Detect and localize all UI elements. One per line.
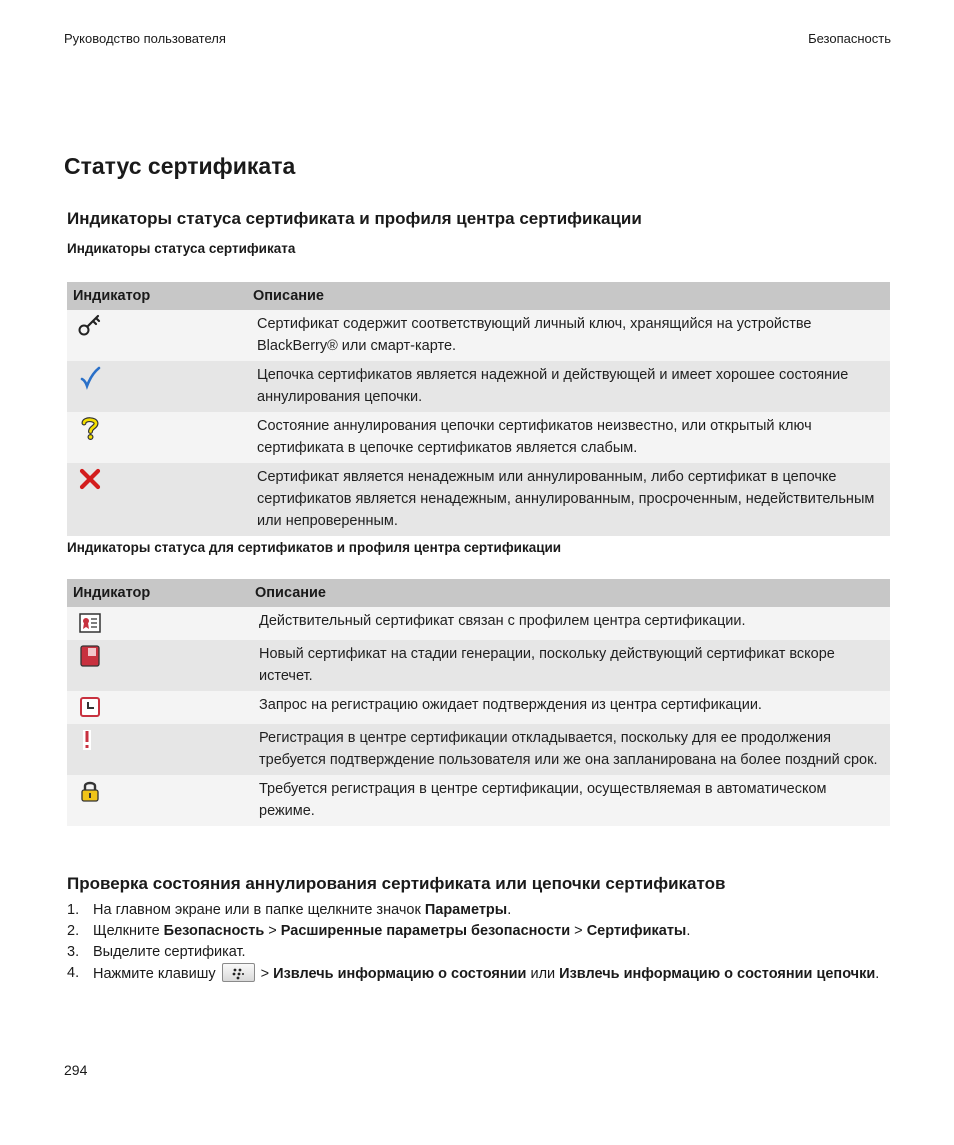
- list-item: 2. Щелкните Безопасность > Расширенные параметры безопасности > Сертификаты.: [67, 923, 691, 939]
- table1-caption: Индикаторы статуса сертификата: [67, 241, 296, 256]
- table-row: [67, 412, 890, 463]
- table1-desc: Сертификат содержит соответствующий личный ключ, хранящийся на устройстве BlackBerry® или смарт-карте.: [247, 310, 890, 361]
- certificate-status-table: [67, 282, 890, 536]
- table2-caption: Индикаторы статуса для сертификатов и профиля центра сертификации: [67, 540, 562, 555]
- section-heading-revocation-check: Проверка состояния аннулирования сертификата или цепочки сертификатов: [67, 874, 726, 893]
- running-header-right: Безопасность: [808, 31, 891, 46]
- table1-desc: Сертификат является ненадежным или аннулированным, либо сертификат в цепочке сертификатов является ненадежным, аннулированным, просроченным, недействительным или непроверенным.: [247, 463, 890, 536]
- running-header-left: Руководство пользователя: [64, 31, 226, 46]
- section-heading-indicators: Индикаторы статуса сертификата и профиля центра сертификации: [67, 209, 642, 228]
- table-row: [67, 775, 890, 826]
- table-row: [67, 640, 890, 691]
- steps-list: [67, 900, 890, 985]
- checkmark-icon: [77, 364, 103, 390]
- table2-desc: Регистрация в центре сертификации откладывается, поскольку для ее продолжения требуется подтверждение пользователя или же она запланирована на более поздний срок.: [249, 724, 890, 775]
- page-title: Статус сертификата: [64, 153, 296, 179]
- table2-header-description: Описание: [249, 579, 890, 607]
- table-row: [67, 724, 890, 775]
- table-row: [67, 310, 890, 361]
- table-row: [67, 691, 890, 724]
- table1-desc: Состояние аннулирования цепочки сертификатов неизвестно, или открытый ключ сертификата в цепочке сертификатов является слабым.: [247, 412, 890, 463]
- table1-desc: Цепочка сертификатов является надежной и действующей и имеет хорошее состояние аннулирования цепочки.: [247, 361, 890, 412]
- table1-header-indicator: Индикатор: [67, 282, 247, 310]
- certificate-card-icon: [77, 610, 103, 636]
- menu-key-icon: [222, 963, 255, 982]
- table2-desc: Новый сертификат на стадии генерации, поскольку действующий сертификат вскоре истечет.: [249, 640, 890, 691]
- exclamation-icon: [77, 727, 103, 753]
- lock-icon: [77, 778, 103, 804]
- table2-header-indicator: Индикатор: [67, 579, 249, 607]
- red-x-icon: [77, 466, 103, 492]
- new-certificate-icon: [77, 643, 103, 669]
- table-row: [67, 361, 890, 412]
- table-row: [67, 463, 890, 536]
- clock-pending-icon: [77, 694, 103, 720]
- page-number: 294: [64, 1062, 88, 1078]
- table2-desc: Требуется регистрация в центре сертификации, осуществляемая в автоматическом режиме.: [249, 775, 890, 826]
- question-mark-icon: [77, 415, 103, 441]
- table1-header-description: Описание: [247, 282, 890, 310]
- key-icon: [77, 313, 103, 339]
- list-item: 4. Нажмите клавишу > Извлечь информацию о состоянии или Извлечь информацию о состоянии цепочки.: [67, 965, 880, 982]
- table2-desc: Запрос на регистрацию ожидает подтверждения из центра сертификации.: [249, 691, 890, 724]
- ca-profile-status-table: [67, 579, 890, 826]
- table-row: [67, 607, 890, 640]
- table2-desc: Действительный сертификат связан с профилем центра сертификации.: [249, 607, 890, 640]
- list-item: 1. На главном экране или в папке щелкните значок Параметры.: [67, 902, 512, 918]
- list-item: 3. Выделите сертификат.: [67, 944, 246, 960]
